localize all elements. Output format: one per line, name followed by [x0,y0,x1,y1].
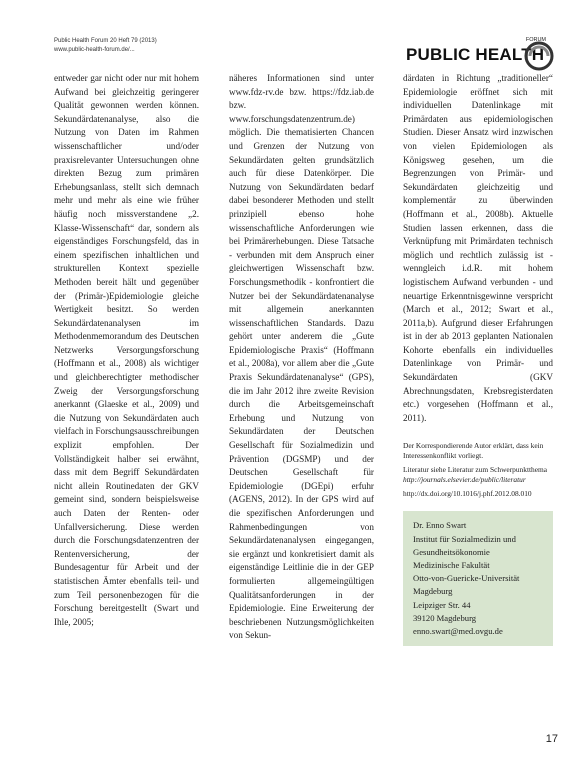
conflict-of-interest-note: Der Korrespondierende Autor erklärt, dass kein Interessenkonflikt vorliegt. [403,441,544,461]
text-column-3 [403,72,553,646]
contact-line: Magdeburg [413,586,453,597]
journal-line-2: www.public-health-forum.de/... [54,47,135,53]
literature-link[interactable]: http://journals.elsevier.de/public/literatur [403,475,526,485]
doi-link[interactable]: http://dx.doi.org/10.1016/j.phf.2012.08.010 [403,489,532,499]
swirl-logo-icon [524,41,554,71]
journal-brand [394,37,554,71]
text-column-1 [54,72,199,629]
contact-line: Otto-von-Guericke-Universität [413,573,520,584]
page-number: 17 [545,733,558,745]
body-text: därdaten in Richtung „traditioneller“ Epidemiologie eröffnet sich mit individuellen Datenlinkage mit Primärdaten aus epidemiologischen Studien. Dieser Ansatz wird inzwischen von vielen Epidemiologen als Königsweg gesehen, um die Begrenzungen von Primär- und Sekundärdaten gleichzeitig und komplementär zu überwinden (Hoffmann et al., 2008b). Aktuelle Studien lassen erkennen, dass die Verknüpfung mit Primärdaten technisch möglich und rechtlich zulässig ist - wenngleich i.d.R. mit hohem logistischem Aufwand verbunden - und neuartige Erkenntnisgewinne verspricht (March et al., 2012; Swart et al., 2011a,b). Aufgrund dieser Erfahrungen ist in der ab 2013 geplanten Nationalen Kohorte ebenfalls ein individuelles Datenlinkage von Primär- und Sekundärdaten (GKV Abrechnungsdaten, Krebsregisterdaten etc.) vorgesehen (Hoffmann et al., 2011). [403,73,553,423]
author-contact-box [403,511,553,646]
brand-forum-label: FORUM [525,37,546,43]
brand-title: PUBLIC HEALTH [406,45,545,64]
contact-line: Medizinische Fakultät [413,560,490,571]
contact-line: Institut für Sozialmedizin und [413,533,516,544]
body-text: näheres Informationen sind unter www.fdz-rv.de bzw. https://fdz.iab.de bzw. www.forschungsdatenzentrum.de) möglich. Die thematisierten Chancen und Grenzen der Nutzung von Sekundärdaten gelten grundsätzlich auch für diese Datenkörper. Die Nutzung von Sekundärdaten bedarf dabei besonderer Methoden und stellt prinzipiell ebenso hohe wissenschaftliche Anforderungen wie bei Primärerhebungen. Diese Tatsache - verbunden mit dem Anspruch einer gleichwertigen Wissenschaft bzw. Forschungsmethodik - konfrontiert die Nutzer bei der Sekundärdatenanalyse mit allgemein anerkannten wissenschaftlichen Standards. Dazu gehört unter anderem die „Gute Epidemiologische Praxis“ (Hoffmann et al., 2008a), vor allem aber die „Gute Praxis Sekundärdatenanalyse“ (GPS), die im Jahr 2012 ihre zweite Revision durch die Arbeitsgemeinschaft Erhebung und Nutzung von Sekundärdaten der Deutschen Gesellschaft für Sozialmedizin und Prävention (DGSMP) und der Deutschen Gesellschaft für Epidemiologie (DGEpi) erfuhr (AGENS, 2012). In der GPS wird auf die spezifischen Anforderungen und Rahmenbedingungen von Sekundärdatenanalysen eingegangen, sie ergänzt und konkretisiert damit als eigenständige Leitlinie die in der GEP formulierten allgemeingültigen Qualitätsanforderungen in der Epidemiologie. Eine Erweiterung der beschriebenen Nutzungsmöglichkeiten von Sekun- [229,73,374,641]
contact-line: Gesundheitsökonomie [413,546,490,557]
contact-line: Leipziger Str. 44 [413,599,471,610]
text-column-2 [229,72,374,643]
body-text: entweder gar nicht oder nur mit hohem Aufwand bei gleichzeitig geringerer Qualität gewonnen werden können. Sekundärdatenanalyse, also die Nutzung von Daten im Rahmen wissenschaftlicher und/oder praxisrelevanter Untersuchungen ohne direkten Bezug zum primären Erhebungsanlass, stellt sich demnach mehr und mehr als eine wie früher häufig noch missverstandene „2. Klasse-Wissenschaft“ dar, sondern als eigenständiges Forschungsfeld, das in einem spezifischen inhaltlichen und strukturellen Kontext spezielle Methoden bereit hält und gegenüber der (Primär-)Epidemiologie gleiche Wertigkeit besitzt. So werden Sekundärdatenanalysen im Methodenmemorandum des Deutschen Netzwerks Versorgungsforschung (Hoffmann et al., 2008) als wichtiger und gleichberechtigter methodischer Zweig der Versorgungsforschung anerkannt (Glaeske et al., 2009) und die Nutzung von Sekundärdaten auch vielfach in Forschungsausschreibungen explizit empfohlen. Der Vollständigkeit halber sei erwähnt, dass mit dem Begriff Sekundärdaten nicht allein Routinedaten der GKV gemeint sind, sondern beispielsweise auch Daten der Renten- oder Unfallversicherung. Diese werden durch die Forschungsdatenzentren der Rentenversicherung, der Bundesagentur für Arbeit und der statistischen Ämter ebenfalls teil- und zum Teil personenbezogen für die Forschung bereitgestellt (Swart und Ihle, 2005; [54,73,199,627]
contact-name: Dr. Enno Swart [413,520,467,531]
journal-line-1: Public Health Forum 20 Heft 79 (2013) [54,38,157,44]
journal-citation [54,37,157,55]
contact-email[interactable]: enno.swart@med.ovgu.de [413,626,503,637]
literature-note: Literatur siehe Literatur zum Schwerpunktthema [403,465,548,475]
page-header [54,37,554,71]
contact-line: 39120 Magdeburg [413,612,477,623]
